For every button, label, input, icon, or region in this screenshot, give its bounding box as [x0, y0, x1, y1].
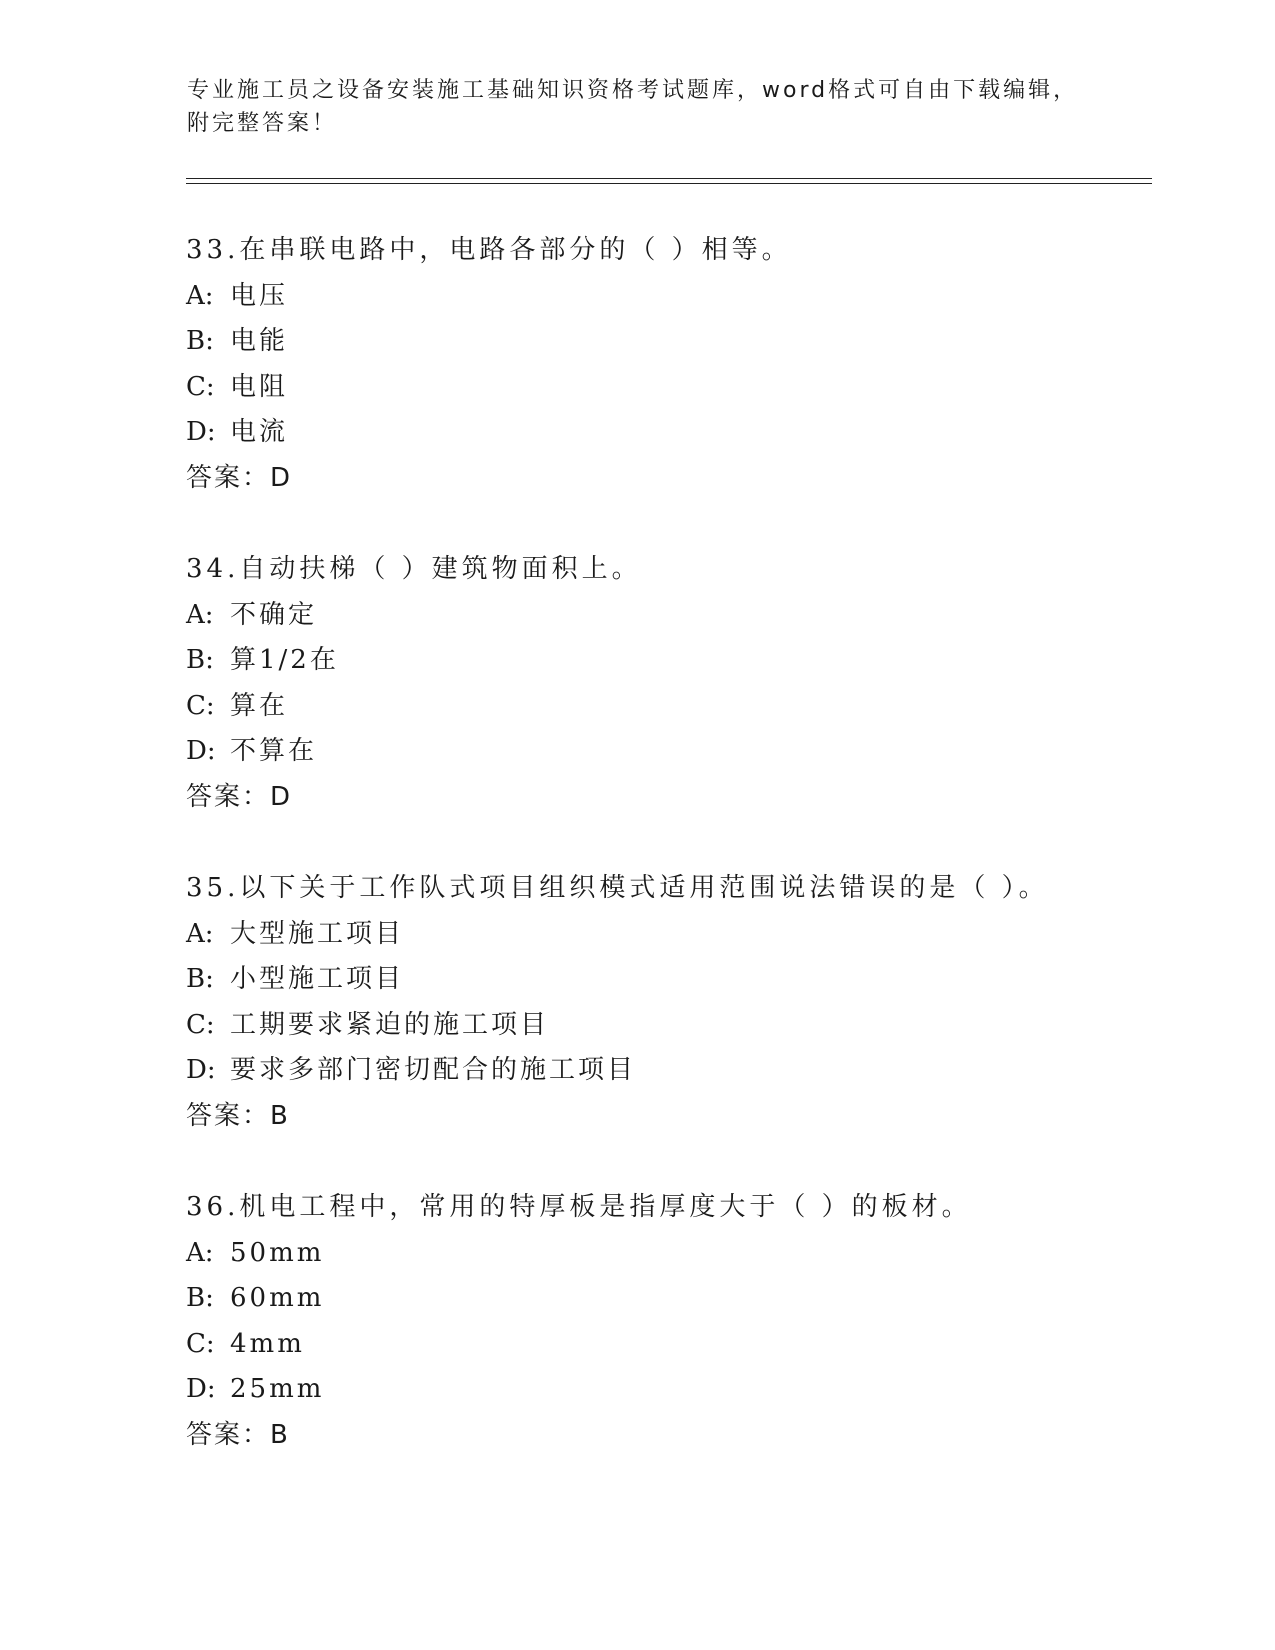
header-line-1: 专业施工员之设备安装施工基础知识资格考试题库，word格式可自由下载编辑，	[187, 78, 1079, 103]
option-a	[186, 593, 1166, 639]
option-d	[186, 1048, 1166, 1094]
option-c	[186, 1322, 1166, 1368]
option-text: 大型施工项目	[230, 918, 405, 949]
option-letter: B:	[186, 1283, 214, 1313]
header-divider-bottom	[186, 183, 1152, 184]
option-letter: A:	[186, 280, 214, 311]
option-b	[186, 1276, 1166, 1322]
document-header	[187, 74, 1087, 140]
question-34	[186, 547, 1166, 820]
option-d	[186, 410, 1166, 456]
question-stem: 34.自动扶梯（ ）建筑物面积上。	[186, 554, 642, 584]
answer-line: 答案：D	[186, 781, 293, 812]
option-letter: C:	[186, 1328, 215, 1359]
option-letter: D:	[186, 736, 216, 766]
option-text: 算在	[230, 690, 289, 721]
option-d	[186, 1367, 1166, 1413]
option-text: 4mm	[230, 1328, 305, 1359]
option-b	[186, 319, 1166, 365]
option-text: 25mm	[230, 1374, 325, 1404]
question-35	[186, 866, 1166, 1139]
option-text: 算1/2在	[230, 645, 339, 675]
option-text: 电阻	[230, 371, 289, 402]
question-36	[186, 1185, 1166, 1458]
option-letter: A:	[186, 1237, 214, 1268]
option-text: 小型施工项目	[230, 964, 405, 994]
option-letter: A:	[186, 918, 214, 949]
option-letter: B:	[186, 964, 214, 994]
option-d	[186, 729, 1166, 775]
answer-line: 答案：B	[186, 1419, 290, 1450]
option-letter: B:	[186, 326, 214, 356]
option-text: 电压	[230, 280, 289, 311]
option-letter: A:	[186, 599, 214, 630]
option-letter: D:	[186, 417, 216, 447]
option-letter: C:	[186, 1009, 215, 1040]
option-letter: C:	[186, 371, 215, 402]
option-a	[186, 274, 1166, 320]
option-text: 不算在	[230, 736, 318, 766]
option-letter: B:	[186, 645, 214, 675]
answer-line: 答案：D	[186, 462, 293, 493]
option-c	[186, 1003, 1166, 1049]
option-c	[186, 684, 1166, 730]
header-line-2: 附完整答案！	[187, 111, 338, 136]
option-b	[186, 957, 1166, 1003]
option-letter: D:	[186, 1374, 216, 1404]
option-a	[186, 912, 1166, 958]
option-letter: C:	[186, 690, 215, 721]
option-text: 要求多部门密切配合的施工项目	[230, 1055, 637, 1085]
option-text: 60mm	[230, 1283, 325, 1313]
question-stem: 36.机电工程中，常用的特厚板是指厚度大于（ ）的板材。	[186, 1192, 972, 1222]
option-a	[186, 1231, 1166, 1277]
option-c	[186, 365, 1166, 411]
answer-line: 答案：B	[186, 1100, 290, 1131]
question-stem: 33.在串联电路中，电路各部分的（ ）相等。	[186, 235, 792, 265]
option-text: 电能	[230, 326, 289, 356]
option-text: 50mm	[230, 1237, 325, 1268]
option-text: 工期要求紧迫的施工项目	[230, 1009, 550, 1040]
option-b	[186, 638, 1166, 684]
option-text: 电流	[230, 417, 289, 447]
option-letter: D:	[186, 1055, 216, 1085]
question-33	[186, 228, 1166, 501]
question-stem: 35.以下关于工作队式项目组织模式适用范围说法错误的是（ ）。	[186, 873, 1049, 903]
option-text: 不确定	[230, 599, 318, 630]
header-divider-top	[186, 178, 1152, 179]
